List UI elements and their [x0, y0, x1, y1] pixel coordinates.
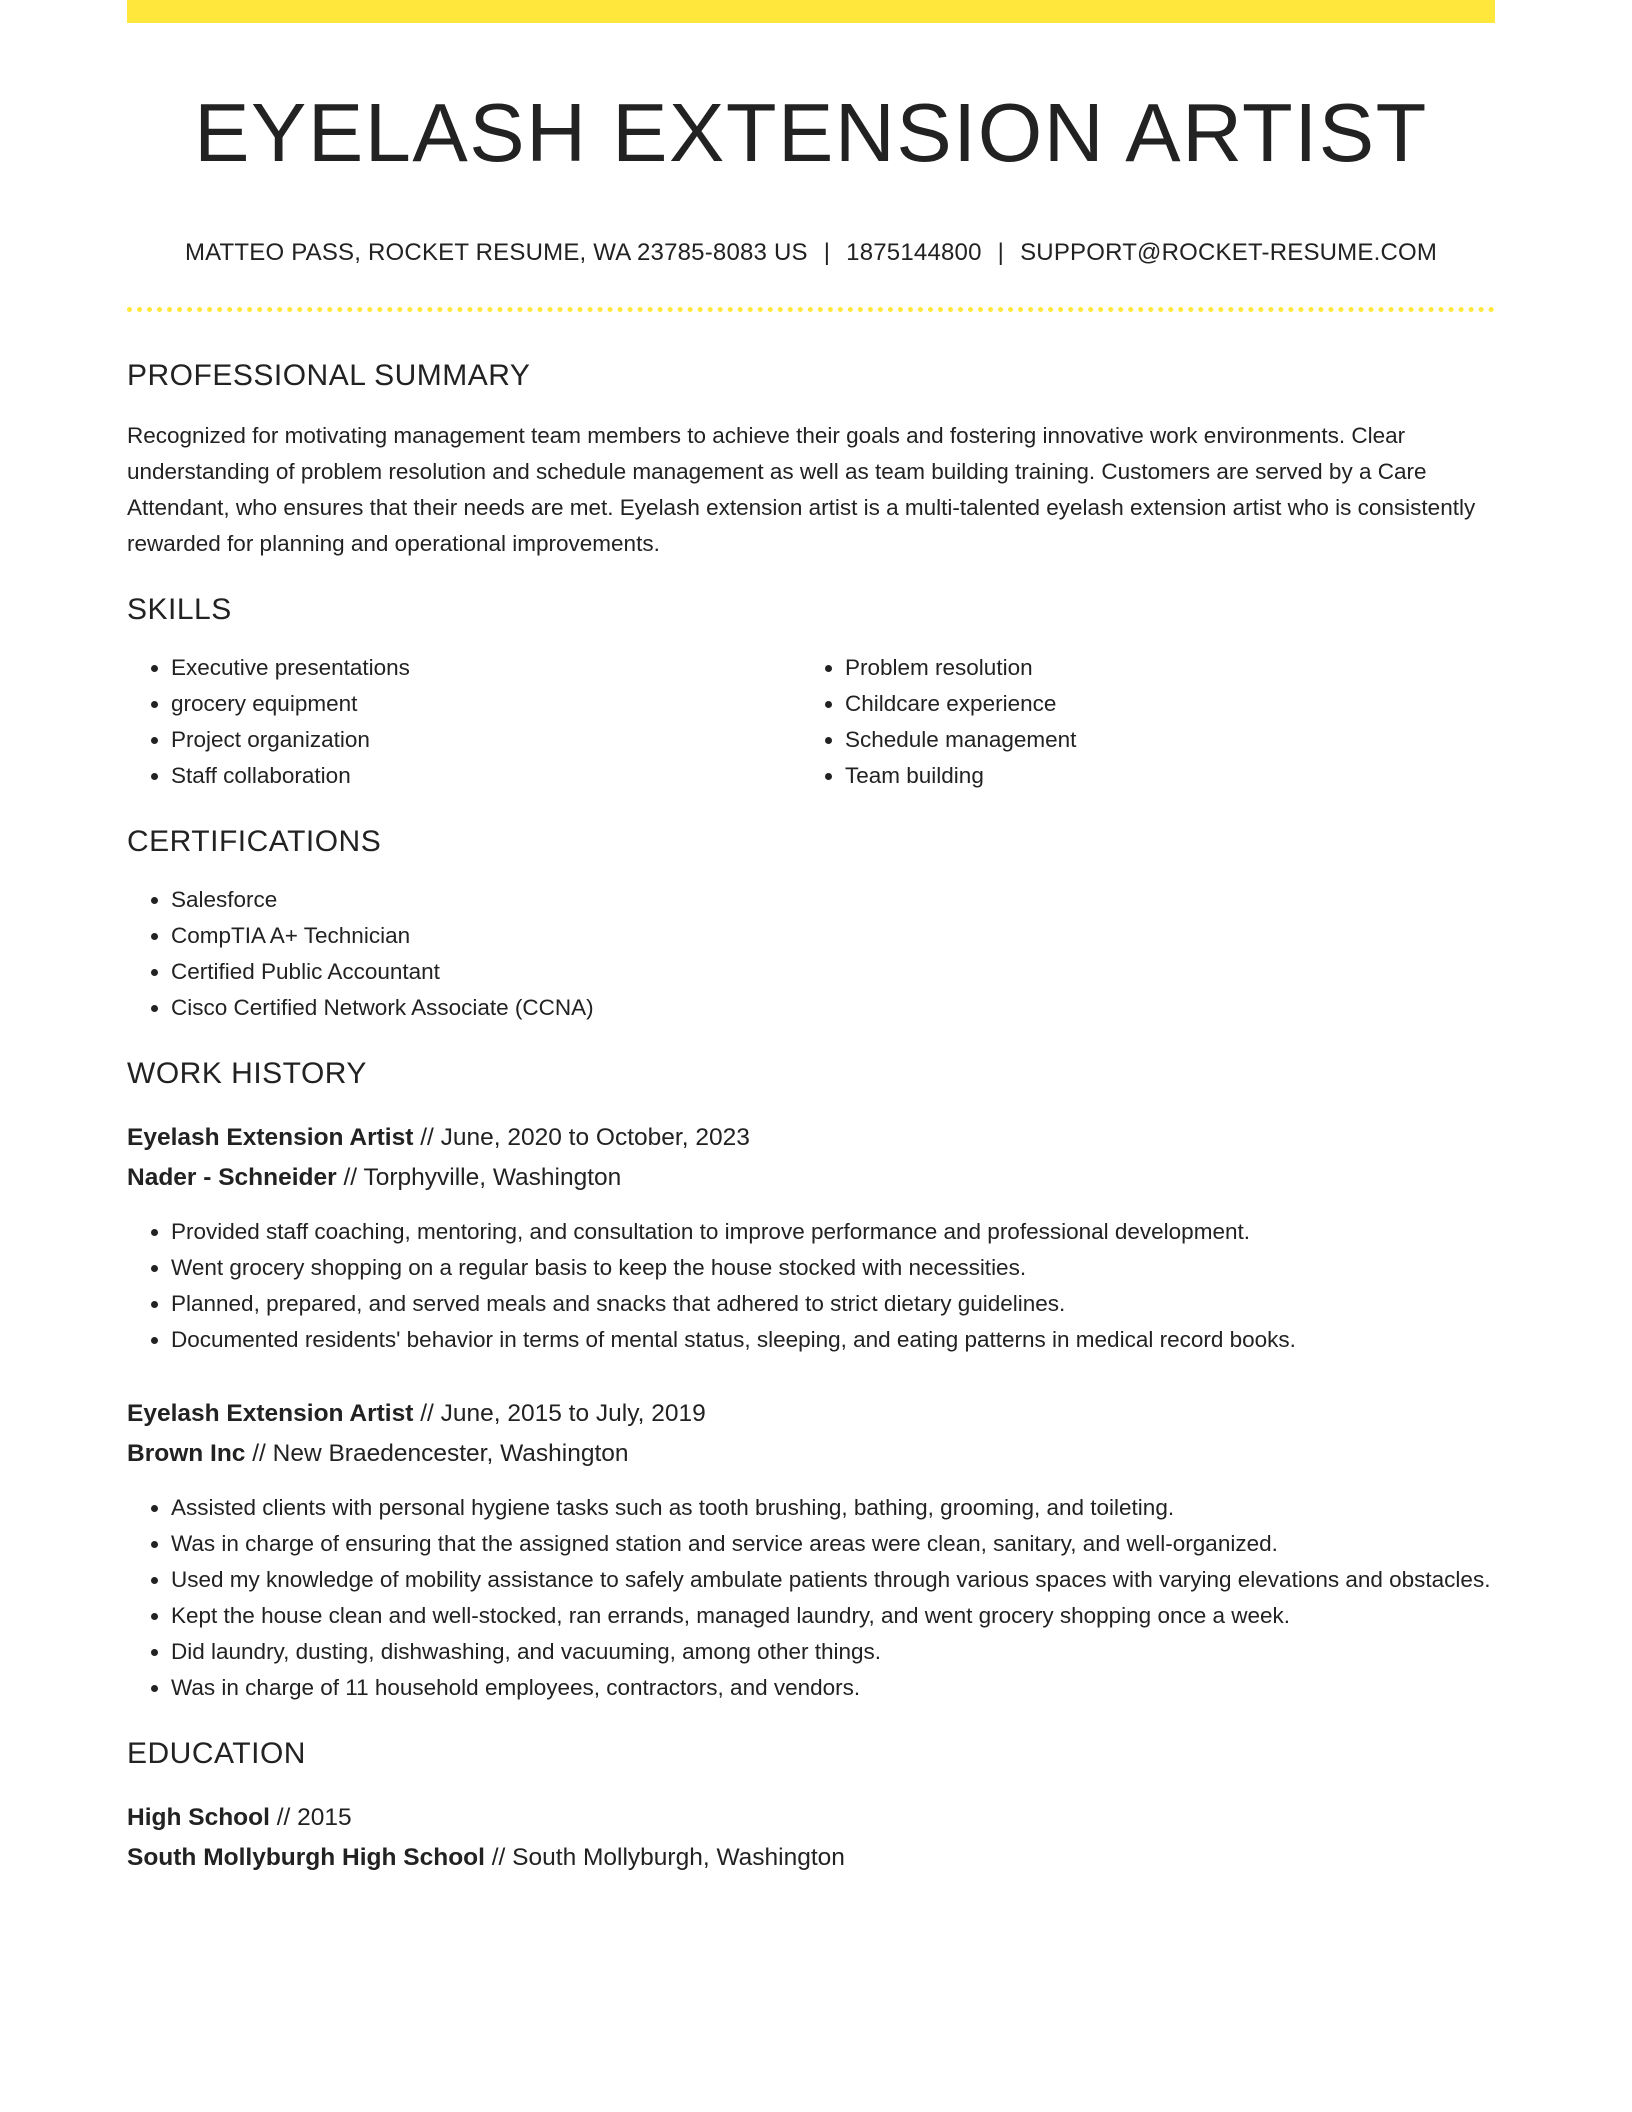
summary-text: Recognized for motivating management team members to achieve their goals and fostering innovative work environments. Clear understanding of problem resolution and schedule management as well as team building training. Customers are served by a Care Attendant, who ensures that their needs are met. Eyelash extension artist is a multi-talented eyelash extension artist who is consistently rewarded for planning and operational improvements.: [127, 423, 1476, 557]
contact-phone: 1875144800: [846, 238, 982, 266]
summary-heading: PROFESSIONAL SUMMARY: [127, 359, 531, 393]
job-entry: [127, 1118, 1495, 1358]
contact-line: [127, 239, 1495, 268]
job-bullets: [127, 1214, 1495, 1358]
job-dates: // June, 2015 to July, 2019: [413, 1400, 706, 1428]
top-accent-bar: [127, 0, 1495, 23]
job-role: Eyelash Extension Artist: [127, 1124, 414, 1152]
certification-item: • Cisco Certified Network Associate (CCNA): [171, 990, 1495, 1026]
job-bullet: • Planned, prepared, and served meals and snacks that adhered to strict dietary guidelines.: [171, 1286, 1495, 1322]
job-bullet: • Did laundry, dusting, dishwashing, and vacuuming, among other things.: [171, 1634, 1495, 1670]
job-location: // New Braedencester, Washington: [245, 1440, 629, 1468]
education-school: South Mollyburgh High School: [127, 1844, 485, 1872]
certifications-heading: CERTIFICATIONS: [127, 825, 382, 859]
job-bullet: • Went grocery shopping on a regular basis to keep the house stocked with necessities.: [171, 1250, 1495, 1286]
skill-item: • Schedule management: [845, 722, 1475, 758]
skill-item: • Executive presentations: [171, 650, 801, 686]
job-bullet: • Was in charge of ensuring that the assigned station and service areas were clean, sanitary, and well-organized.: [171, 1526, 1495, 1562]
contact-address: MATTEO PASS, ROCKET RESUME, WA 23785-8083 US: [184, 238, 808, 266]
education-degree-line: [127, 1798, 1495, 1838]
certification-item: • Salesforce: [171, 882, 1495, 918]
education-heading: EDUCATION: [127, 1737, 306, 1771]
skills-list: [127, 650, 1495, 794]
certifications-list: [127, 882, 1495, 1026]
contact-separator: |: [997, 238, 1005, 266]
job-entry: [127, 1394, 1495, 1706]
contact-email: SUPPORT@ROCKET-RESUME.COM: [1020, 238, 1438, 266]
job-role-line: [127, 1394, 1495, 1434]
skill-item: • Problem resolution: [845, 650, 1475, 686]
skill-item: • Childcare experience: [845, 686, 1475, 722]
job-bullet: • Documented residents' behavior in terms of mental status, sleeping, and eating patterns in medical record books.: [171, 1322, 1495, 1358]
work-history-heading: WORK HISTORY: [127, 1057, 367, 1091]
education-school-line: [127, 1838, 1495, 1878]
education-entry: [127, 1798, 1495, 1878]
job-company: Brown Inc: [127, 1440, 246, 1468]
skills-column-right: [801, 650, 1475, 794]
job-bullets: [127, 1490, 1495, 1706]
dotted-divider: [127, 307, 1495, 312]
skills-heading: SKILLS: [127, 593, 232, 627]
job-bullet: • Assisted clients with personal hygiene tasks such as tooth brushing, bathing, grooming, and toileting.: [171, 1490, 1495, 1526]
job-bullet: • Kept the house clean and well-stocked, ran errands, managed laundry, and went grocery shopping once a week.: [171, 1598, 1495, 1634]
skill-item: • Project organization: [171, 722, 801, 758]
skill-item: • Team building: [845, 758, 1475, 794]
job-bullet: • Used my knowledge of mobility assistance to safely ambulate patients through various spaces with varying elevations and obstacles.: [171, 1562, 1495, 1598]
education-location: // South Mollyburgh, Washington: [484, 1844, 845, 1872]
job-bullet: • Provided staff coaching, mentoring, and consultation to improve performance and professional development.: [171, 1214, 1495, 1250]
job-bullet: • Was in charge of 11 household employees, contractors, and vendors.: [171, 1670, 1495, 1706]
job-company: Nader - Schneider: [127, 1164, 337, 1192]
skill-item: • Staff collaboration: [171, 758, 801, 794]
education-year: // 2015: [269, 1804, 352, 1832]
education-degree: High School: [127, 1804, 270, 1832]
job-role-line: [127, 1118, 1495, 1158]
job-company-line: [127, 1434, 1495, 1474]
certification-item: • CompTIA A+ Technician: [171, 918, 1495, 954]
job-company-line: [127, 1158, 1495, 1198]
job-dates: // June, 2020 to October, 2023: [413, 1124, 750, 1152]
certification-item: • Certified Public Accountant: [171, 954, 1495, 990]
skills-column-left: [127, 650, 801, 794]
contact-separator: |: [823, 238, 831, 266]
job-location: // Torphyville, Washington: [336, 1164, 622, 1192]
job-role: Eyelash Extension Artist: [127, 1400, 414, 1428]
skill-item: • grocery equipment: [171, 686, 801, 722]
resume-page: [127, 0, 1495, 1878]
resume-title: EYELASH EXTENSION ARTIST: [194, 86, 1428, 179]
